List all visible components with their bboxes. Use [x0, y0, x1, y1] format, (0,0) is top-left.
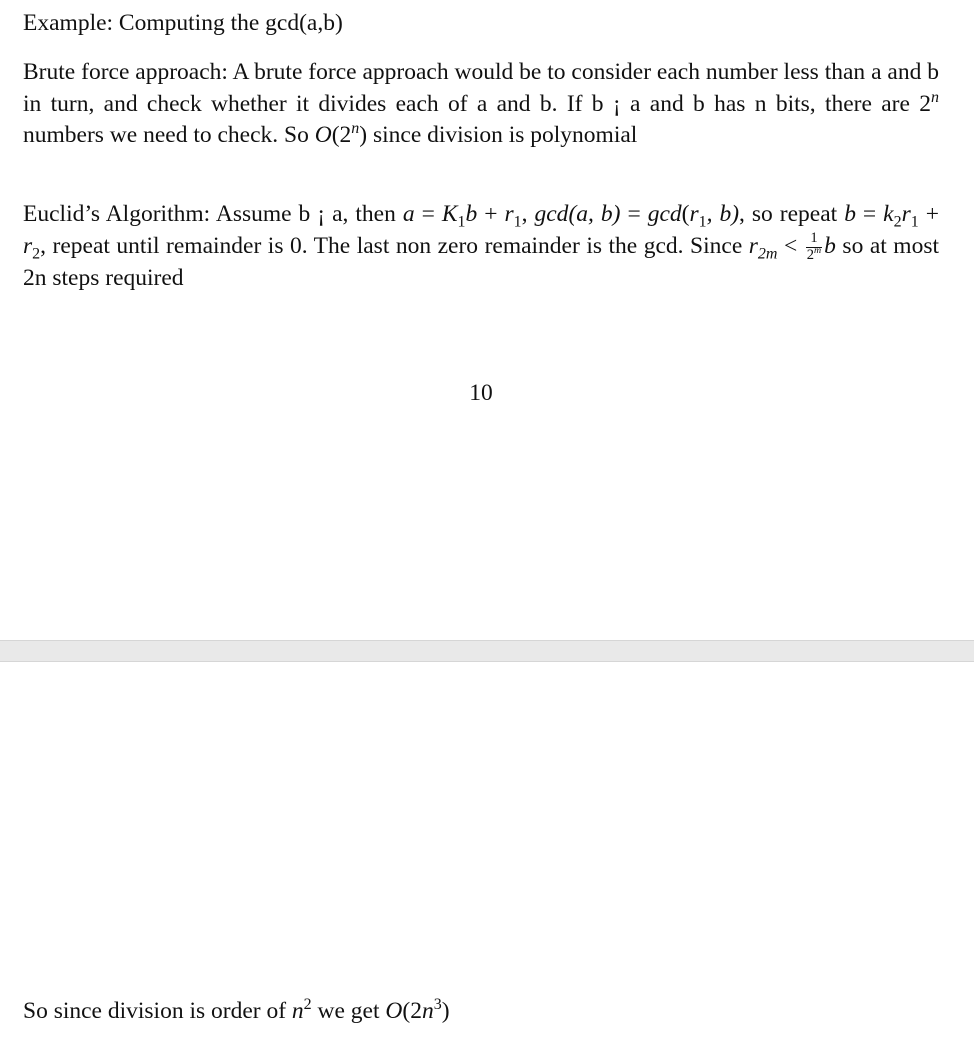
math-b-3: b [824, 232, 836, 259]
math-a: a [402, 201, 415, 227]
brute-force-text-2: numbers we need to check. So [23, 122, 315, 148]
example-heading: Example: Computing the gcd(a,b) [23, 10, 343, 36]
brute-force-paragraph [23, 57, 939, 152]
conclusion-text-1: So since division is order of [23, 998, 292, 1024]
brute-force-text-4: ) since division is polynomial [359, 122, 638, 148]
math-sub-2m: 2m [757, 245, 778, 263]
big-o-symbol-2: O [385, 998, 403, 1024]
math-r-3: r [901, 201, 911, 227]
conclusion-text-2: we get [311, 998, 386, 1024]
fraction-den-base: 2 [806, 246, 815, 263]
euclid-text-2: , so repeat [739, 201, 845, 227]
brute-force-text-1: Brute force approach: A brute force approach would be to consider each number less than a and b in turn, and check whether it divides each of a and b. If b ¡ a and b has n bits, there are 2 [23, 59, 939, 117]
math-sub-1d: 1 [910, 213, 919, 231]
brute-force-exponent-n: n [931, 88, 939, 106]
fraction-denominator [806, 244, 822, 263]
math-sub-1: 1 [457, 213, 466, 231]
math-eq-3: = [855, 201, 884, 227]
math-n-2: n [421, 998, 434, 1024]
euclid-text-1: Euclid’s Algorithm: Assume b ¡ a, then [23, 201, 403, 227]
math-r-5: r [748, 232, 758, 259]
math-r-2: r [689, 201, 699, 227]
math-b: b [465, 201, 478, 227]
math-sub-1c: 1 [698, 213, 707, 231]
math-lt: < [777, 232, 804, 259]
math-gcd: gcd [534, 201, 569, 227]
big-o-symbol: O [314, 122, 332, 148]
math-sub-1b: 1 [513, 213, 522, 231]
euclid-text-3: repeat until remainder is 0. The last non zero remainder is the gcd. Since [52, 232, 749, 259]
math-gcd-args: (a, b) [568, 201, 621, 227]
math-comma-2: , [40, 232, 53, 259]
math-eq: = [414, 201, 442, 227]
math-exp-2: 2 [303, 996, 312, 1014]
document-page-bottom [0, 662, 974, 1048]
math-plus: + [477, 201, 505, 227]
math-sub-2b: 2 [32, 245, 41, 263]
brute-force-text-3: (2 [331, 122, 352, 148]
fraction-den-exp: m [814, 244, 822, 256]
page-number: 10 [469, 380, 493, 406]
math-r-4: r [23, 232, 33, 259]
math-args-close: , b) [706, 201, 740, 227]
euclid-text-4: so at most 2n steps required [23, 232, 940, 291]
math-k: k [883, 201, 894, 227]
conclusion-line [23, 996, 939, 1028]
math-b-2: b [844, 201, 856, 227]
math-sub-2: 2 [893, 213, 902, 231]
brute-force-exponent-n-2: n [351, 120, 360, 138]
math-K: K [441, 201, 458, 227]
page-separator [0, 640, 974, 662]
math-gcd-2: gcd [647, 201, 682, 227]
math-paren-open: ( [681, 201, 690, 227]
math-comma: , [521, 201, 535, 227]
math-exp-3: 3 [433, 996, 442, 1014]
math-plus-2: + [918, 201, 939, 227]
fraction-numerator: 1 [806, 231, 822, 247]
conclusion-text-4: ) [441, 998, 450, 1024]
euclid-paragraph [23, 199, 939, 294]
math-eq-2: = [620, 201, 648, 227]
fraction [806, 231, 822, 263]
math-r: r [504, 201, 514, 227]
math-n: n [291, 998, 304, 1024]
conclusion-text-3: (2 [402, 998, 422, 1024]
